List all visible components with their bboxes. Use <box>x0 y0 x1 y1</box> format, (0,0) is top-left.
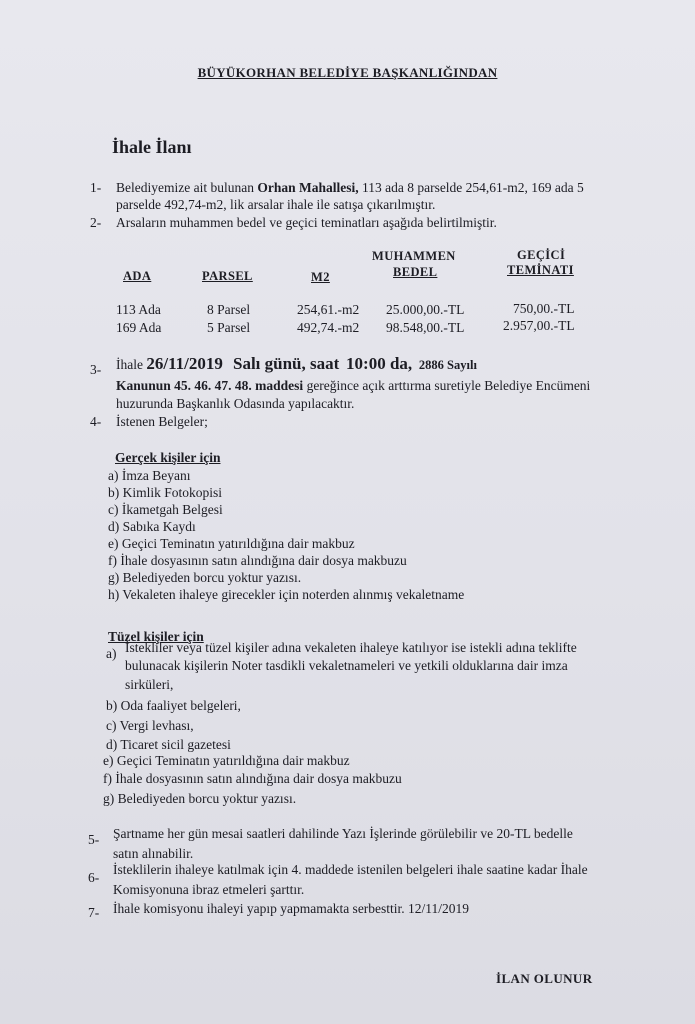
item-4-text: İstenen Belgeler; <box>116 414 208 429</box>
list-item-cont: bulunacak kişilerin Noter tasdikli vekaletnameleri ve yetkili olduklarına dair imza <box>125 658 568 673</box>
auction-day: Salı günü, saat <box>233 354 340 373</box>
closing-signature: İLAN OLUNUR <box>496 971 593 986</box>
item-5-line-1: Şartname her gün mesai saatleri dahilinde Yazı İşlerinde görülebilir ve 20-TL bedelle <box>113 826 573 841</box>
document-title: BÜYÜKORHAN BELEDİYE BAŞKANLIĞINDAN <box>197 65 498 80</box>
item-1-text-c: 113 ada 8 parselde 254,61-m2, 169 ada 5 <box>358 180 584 195</box>
item-4-number: 4- <box>90 414 102 429</box>
list-item: f) İhale dosyasının satın alındığına dair dosya makbuzu <box>103 771 402 786</box>
item-5-number: 5- <box>88 832 100 847</box>
item-1-text-a: Belediyemize ait bulunan <box>116 180 258 195</box>
item-3-number: 3- <box>90 362 102 377</box>
list-item: a) İmza Beyanı <box>108 468 191 483</box>
col-header-bedel: BEDEL <box>393 265 438 279</box>
item-7-text: İhale komisyonu ihaleyi yapıp yapmamakta serbesttir. 12/11/2019 <box>113 901 470 916</box>
item-3-line-3: huzurunda Başkanlık Odasında yapılacaktır. <box>116 396 355 411</box>
item-5-line-2: satın alınabilir. <box>113 846 194 861</box>
col-header-teminat-top: GEÇİCİ <box>517 248 566 262</box>
item-3-line-1 <box>116 356 477 373</box>
table-cell-teminat: 750,00.-TL <box>513 301 575 316</box>
item-6-line-1: İsteklilerin ihaleye katılmak için 4. maddede istenilen belgeleri ihale saatine kadar İhale <box>113 862 588 877</box>
col-header-teminat: TEMİNATI <box>507 263 574 277</box>
item-2-number: 2- <box>90 215 102 230</box>
col-header-m2: M2 <box>311 270 330 284</box>
item-6-line-2: Komisyonuna ibraz etmeleri şarttır. <box>113 882 305 897</box>
law-number: 2886 Sayılı <box>418 358 477 372</box>
list-item: c) İkametgah Belgesi <box>108 502 223 517</box>
list-item: g) Belediyeden borcu yoktur yazısı. <box>108 570 302 585</box>
list-item-label: a) <box>106 646 117 661</box>
list-item: e) Geçici Teminatın yatırıldığına dair makbuz <box>108 536 355 551</box>
item-6-number: 6- <box>88 870 100 885</box>
item-2-text: Arsaların muhammen bedel ve geçici teminatları aşağıda belirtilmiştir. <box>116 215 497 230</box>
item-1-text-bold: Orhan Mahallesi, <box>257 180 359 195</box>
table-cell-bedel: 98.548,00.-TL <box>386 320 465 335</box>
law-articles: Kanunun 45. 46. 47. 48. maddesi <box>116 378 304 393</box>
table-cell-parsel: 5 Parsel <box>207 320 251 335</box>
item-3-pre: İhale <box>116 357 147 372</box>
item-3-line-2 <box>116 378 590 394</box>
item-1-line-2: parselde 492,74-m2, lik arsalar ihale ile satışa çıkarılmıştır. <box>116 197 436 212</box>
col-header-ada: ADA <box>123 269 152 283</box>
col-header-parsel: PARSEL <box>202 269 253 283</box>
col-header-bedel-top: MUHAMMEN <box>372 249 456 263</box>
list-item: b) Oda faaliyet belgeleri, <box>106 698 241 713</box>
item-7-number: 7- <box>88 905 100 920</box>
auction-time: 10:00 da, <box>346 354 413 373</box>
table-cell-m2: 492,74.-m2 <box>297 320 360 335</box>
item-3-line-2-rest: gereğince açık arttırma suretiyle Belediye Encümeni <box>303 378 591 393</box>
auction-date: 26/11/2019 <box>146 354 223 373</box>
list-item: d) Sabıka Kaydı <box>108 519 196 534</box>
table-cell-bedel: 25.000,00.-TL <box>386 302 465 317</box>
table-cell-ada: 169 Ada <box>116 320 162 335</box>
list-item: İstekliler veya tüzel kişiler adına vekaleten ihaleye katılıyor ise istekli adına teklifte <box>125 640 577 655</box>
table-cell-m2: 254,61.-m2 <box>297 302 360 317</box>
table-cell-teminat: 2.957,00.-TL <box>503 318 575 333</box>
list-item: b) Kimlik Fotokopisi <box>108 485 223 500</box>
list-item: e) Geçici Teminatın yatırıldığına dair makbuz <box>103 753 350 768</box>
list-item-cont: sirküleri, <box>125 677 174 692</box>
section-title-tuzel: Tüzel kişiler için <box>108 629 204 644</box>
list-item: g) Belediyeden borcu yoktur yazısı. <box>103 791 297 806</box>
item-1-number: 1- <box>90 180 102 195</box>
table-cell-parsel: 8 Parsel <box>207 302 251 317</box>
section-title-gercek: Gerçek kişiler için <box>115 450 221 465</box>
item-1-line-1 <box>116 180 584 196</box>
list-item: f) İhale dosyasının satın alındığına dair dosya makbuzu <box>108 553 407 568</box>
list-item: h) Vekaleten ihaleye girecekler için noterden alınmış vekaletname <box>108 587 465 602</box>
list-item: c) Vergi levhası, <box>106 718 194 733</box>
announcement-heading: İhale İlanı <box>112 137 192 157</box>
list-item: d) Ticaret sicil gazetesi <box>106 737 231 752</box>
table-cell-ada: 113 Ada <box>116 302 161 317</box>
